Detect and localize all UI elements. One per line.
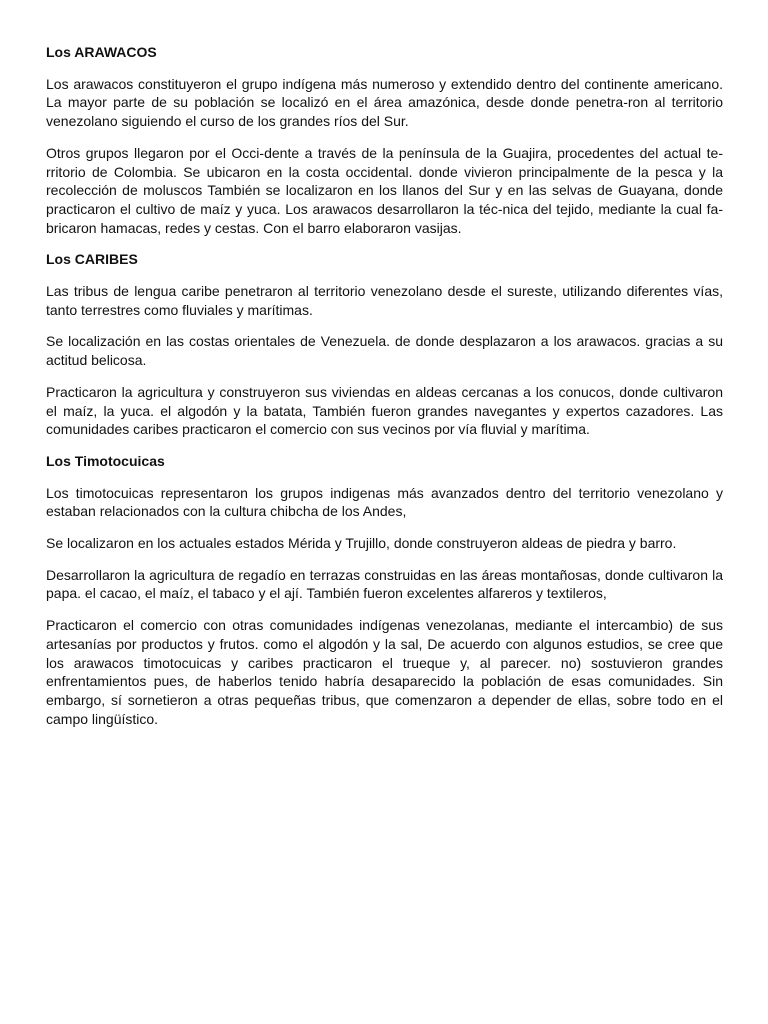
section-caribes xyxy=(46,250,723,439)
paragraph: Se localización en las costas orientales de Venezuela. de donde desplazaron a los arawacos. gracias a su actitud belicosa. xyxy=(46,333,723,369)
paragraph: Desarrollaron la agricultura de regadío en terrazas construidas en las áreas montañosas, donde cultivaron la papa. el cacao, el maíz, el tabaco y el ají. También fueron excelentes alfareros y textileros, xyxy=(46,566,723,602)
section-heading: Los Timotocuicas xyxy=(46,452,165,469)
paragraph: Se localizaron en los actuales estados Mérida y Trujillo, donde construyeron aldeas de piedra y barro. xyxy=(46,535,677,552)
section-arawacos xyxy=(46,43,723,237)
section-heading: Los CARIBES xyxy=(46,251,138,268)
paragraph: Otros grupos llegaron por el Occi-dente a través de la península de la Guajira, procedentes del actual te-rritorio de Colombia. Se ubicaron en la costa occidental. donde vivieron principalmente de la pesca y la recolección de moluscos También se localizaron en los llanos del Sur y en las selvas de Guayana, donde practicaron el cultivo de maíz y yuca. Los arawacos desarrollaron la téc-nica del tejido, mediante la cual fa-bricaron hamacas, redes y cestas. Con el barro elaboraron vasijas. xyxy=(46,144,723,236)
paragraph: Los timotocuicas representaron los grupos indigenas más avanzados dentro del territorio venezolano y estaban relacionados con la cultura chibcha de los Andes, xyxy=(46,484,723,520)
section-heading: Los ARAWACOS xyxy=(46,44,157,60)
document-page xyxy=(46,43,723,741)
paragraph: Los arawacos constituyeron el grupo indígena más numeroso y extendido dentro del continente americano. La mayor parte de su población se localizó en el área amazónica, desde donde penetra-ron al territorio venezolano siguiendo el curso de los grandes ríos del Sur. xyxy=(46,75,723,130)
section-timotocuicas xyxy=(46,452,723,728)
paragraph: Practicaron el comercio con otras comunidades indígenas venezolanas, mediante el intercambio) de sus artesanías por productos y frutos. como el algodón y la sal, De acuerdo con algunos estudios, se cree que los arawacos timotocuicas y caribes practicaron el trueque y, al parecer. no) sostuvieron grandes enfrentamientos pues, de haberlos tenido habría desaparecido la población de esas comunidades. Sin embargo, sí sornetieron a otras pequeñas tribus, que comenzaron a depender de ellas, sobre todo en el campo lingüístico. xyxy=(46,617,723,727)
paragraph: Practicaron la agricultura y construyeron sus viviendas en aldeas cercanas a los conucos, donde cultivaron el maíz, la yuca. el algodón y la batata, También fueron grandes navegantes y expertos cazadores. Las comunidades caribes practicaron el comercio con sus vecinos por vía fluvial y marítima. xyxy=(46,383,723,438)
paragraph: Las tribus de lengua caribe penetraron al territorio venezolano desde el sureste, utilizando diferentes vías, tanto terrestres como fluviales y marítimas. xyxy=(46,283,723,318)
